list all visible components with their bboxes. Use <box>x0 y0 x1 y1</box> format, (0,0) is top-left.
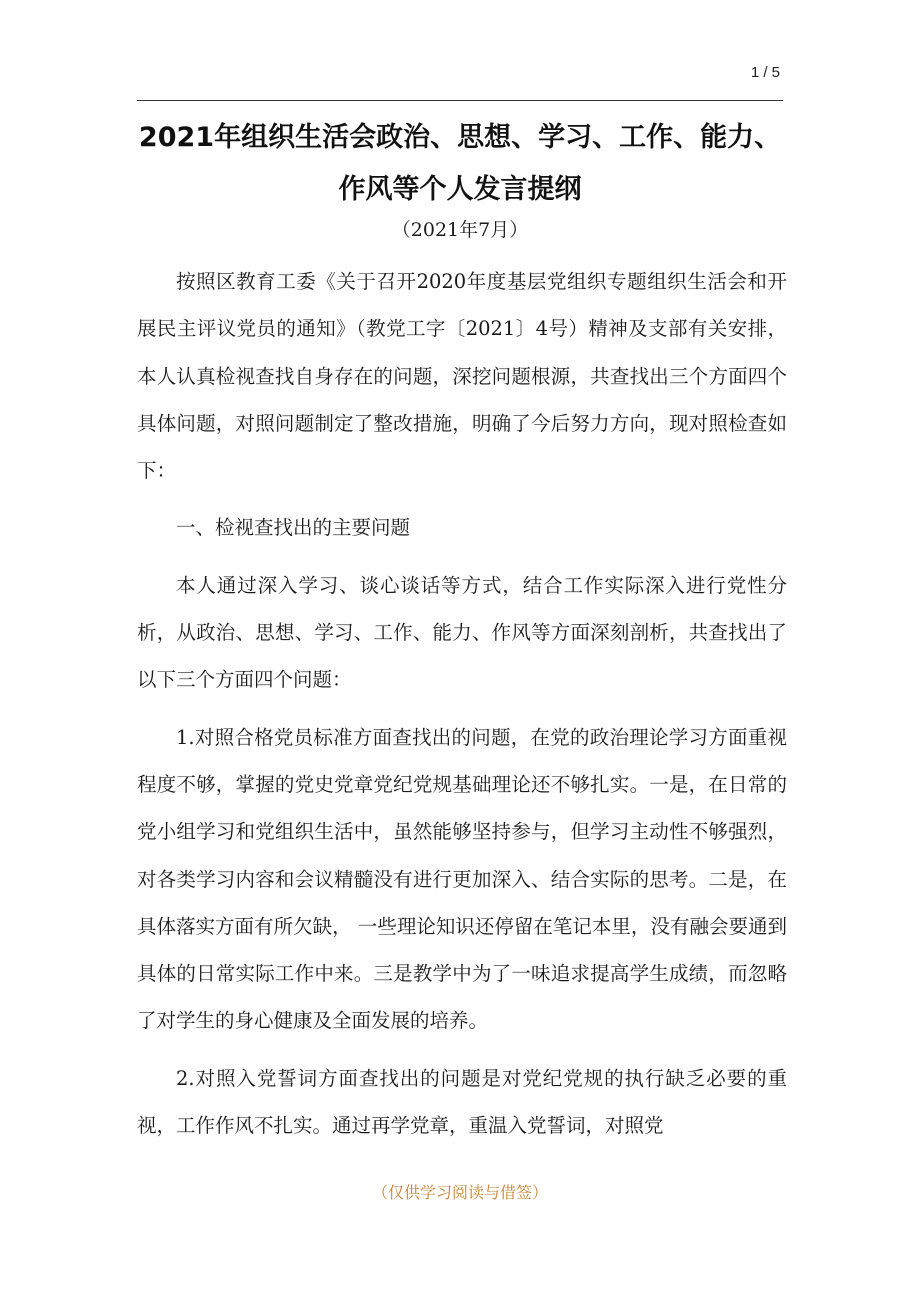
title-line-1: 2021年组织生活会政治、思想、学习、工作、能力、 <box>138 122 782 153</box>
header-rule <box>137 100 783 101</box>
page-number: 1 / 5 <box>750 64 780 81</box>
footer-note: （仅供学习阅读与借签） <box>371 1183 548 1202</box>
document-body <box>137 258 787 1159</box>
paragraph-item-1: 1.对照合格党员标准方面查找出的问题，在党的政治理论学习方面重视程度不够，掌握的党史党章党纪党规基础理论还不够扎实。一是，在日常的党小组学习和党组织生活中，虽然能够坚持参与，但学习主动性不够强烈，对各类学习内容和会议精髓没有进行更加深入、结合实际的思考。二是，在具体落实方面有所欠缺， 一些理论知识还停留在笔记本里，没有融会要通到具体的日常实际工作中来。三是教学中为了一味追求提高学生成绩，而忽略了对学生的身心健康及全面发展的培养。 <box>137 725 787 1033</box>
title-line-2: 作风等个人发言提纲 <box>338 174 582 205</box>
paragraph-item-2: 2.对照入党誓词方面查找出的问题是对党纪党规的执行缺乏必要的重视，工作作风不扎实。通过再学党章，重温入党誓词，对照党 <box>137 1066 787 1138</box>
paragraph-summary: 本人通过深入学习、谈心谈话等方式，结合工作实际深入进行党性分析，从政治、思想、学习、工作、能力、作风等方面深刻剖析，共查找出了以下三个方面四个问题： <box>137 573 787 692</box>
document-date: （2021年7月） <box>391 219 529 241</box>
document-title <box>100 112 820 216</box>
paragraph-intro: 按照区教育工委《关于召开2020年度基层党组织专题组织生活会和开展民主评议党员的通知》（教党工字〔2021〕4号）精神及支部有关安排，本人认真检视查找自身存在的问题，深挖问题根源，共查找出三个方面四个具体问题，对照问题制定了整改措施，明确了今后努力方向，现对照检查如下： <box>137 270 787 483</box>
section-heading-1: 一、检视查找出的主要问题 <box>176 516 411 540</box>
